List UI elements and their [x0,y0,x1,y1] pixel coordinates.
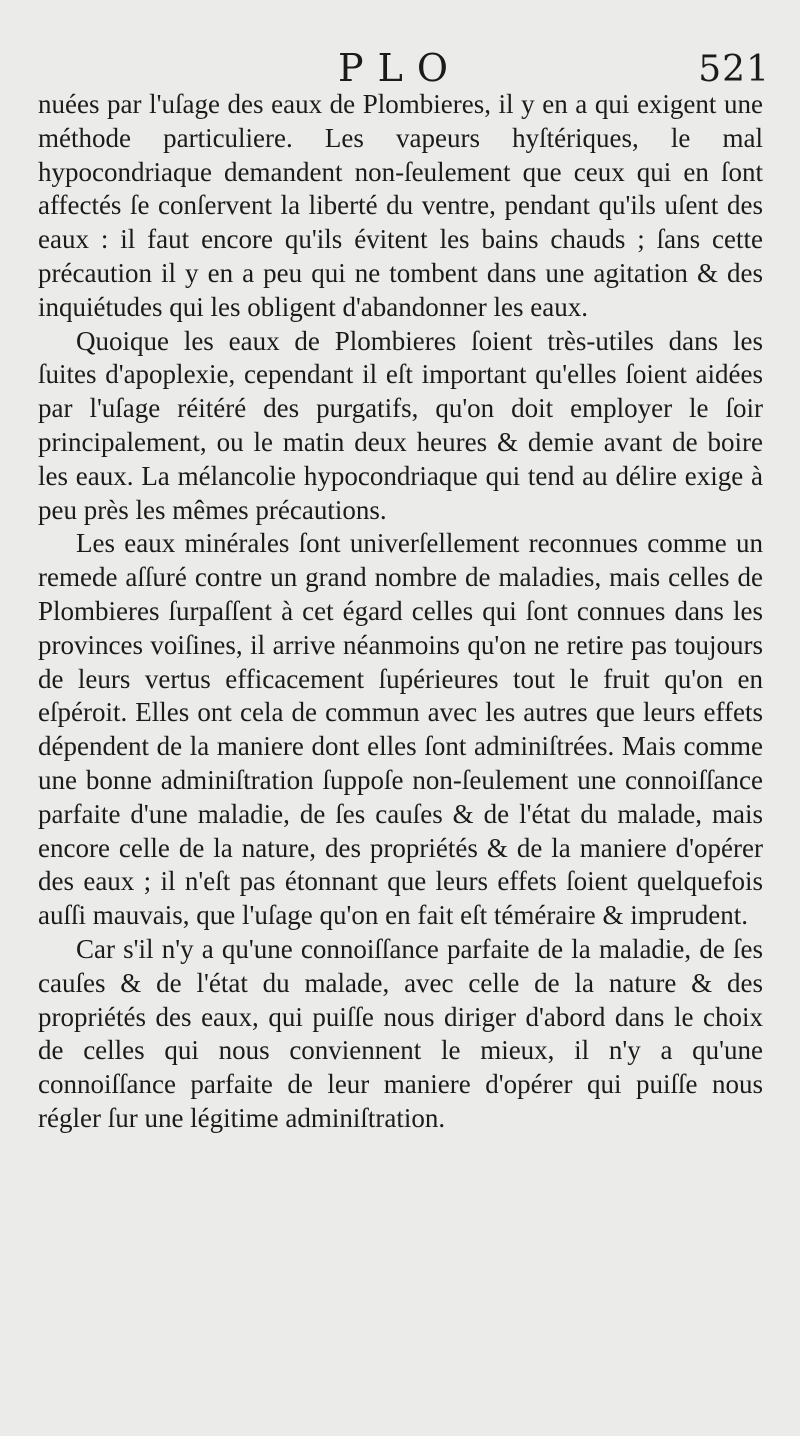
paragraph: Les eaux minérales ſont univerſellement reconnues comme un remede aſſuré contre un grand nombre de maladies, mais celles de Plombieres ſurpaſſent à cet égard celles qui ſont connues dans les provinces voiſines, il arrive néanmoins qu'on ne retire pas toujours de leurs vertus efficacement ſupérieures tout le fruit qu'on en eſpéroit. Elles ont cela de commun avec les autres que leurs effets dépendent de la maniere dont elles ſont adminiſtrées. Mais comme une bonne adminiſtration ſuppoſe non-ſeulement une connoiſſance parfaite d'une maladie, de ſes cauſes & de l'état du malade, mais encore celle de la nature, des propriétés & de la maniere d'opérer des eaux ; il n'eſt pas étonnant que leurs effets ſoient quelquefois auſſi mauvais, que l'uſage qu'on en fait eſt téméraire & imprudent. [38,528,763,931]
body-text [38,88,763,1136]
paragraph: Quoique les eaux de Plombieres ſoient très-utiles dans les ſuites d'apoplexie, cependant il eſt important qu'elles ſoient aidées par l'uſage réitéré des purgatifs, qu'on doit employer le ſoir principalement, ou le matin deux heures & demie avant de boire les eaux. La mélancolie hypocondriaque qui tend au délire exige à peu près les mêmes précautions. [38,325,763,525]
page-number: 521 [698,49,770,90]
paragraph-continued: nuées par l'uſage des eaux de Plombieres, il y en a qui exigent une méthode particuliere. Les vapeurs hyſtériques, le mal hypocondriaque demandent non-ſeulement que ceux qui en ſont affectés ſe conſervent la liberté du ventre, pendant qu'ils uſent des eaux : il faut encore qu'ils évitent les bains chauds ; ſans cette précaution il y en a peu qui ne tombent dans une agitation & des inquiétudes qui les obligent d'abandonner les eaux. [38,89,763,322]
page-header [0,40,800,92]
paragraph: Car s'il n'y a qu'une connoiſſance parfaite de la maladie, de ſes cauſes & de l'état du malade, avec celle de la nature & des propriétés des eaux, qui puiſſe nous diriger d'abord dans le choix de celles qui nous conviennent le mieux, il n'y a qu'une connoiſſance parfaite de leur maniere d'opérer qui puiſſe nous régler ſur une légitime adminiſtration. [38,933,763,1133]
running-head: PLO [338,46,462,90]
